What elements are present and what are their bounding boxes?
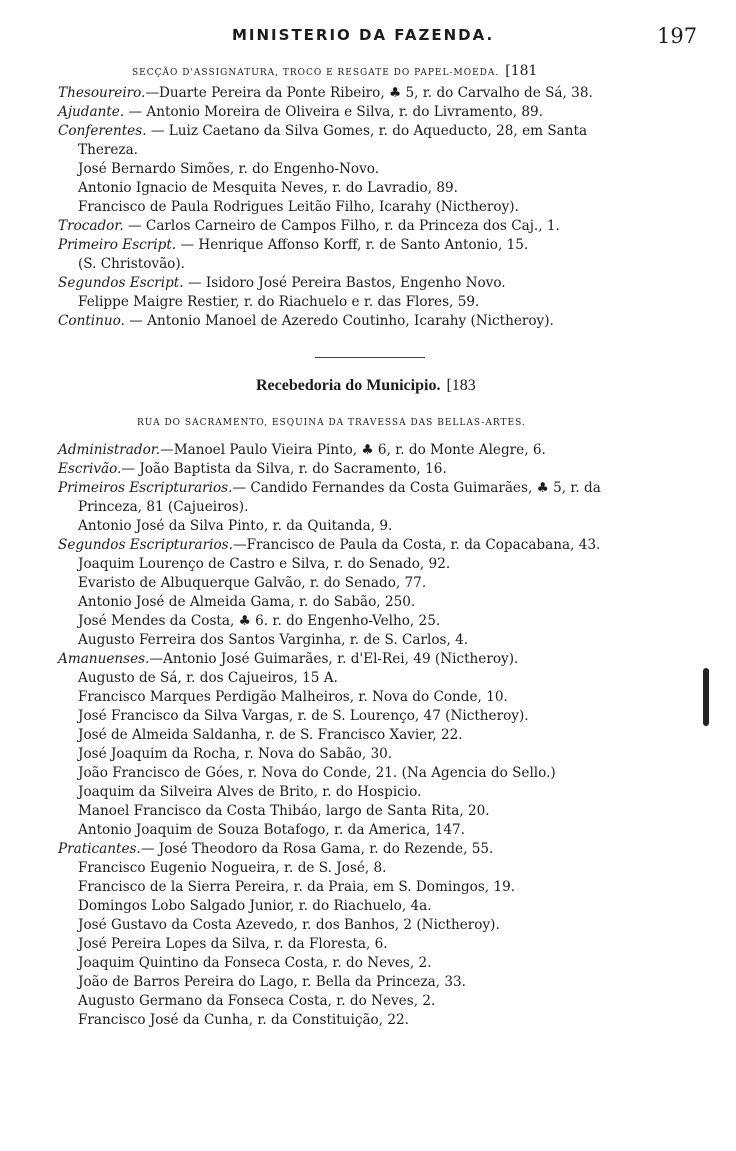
entry-line <box>58 973 684 992</box>
entry-line <box>58 103 684 122</box>
entry-line <box>58 312 684 331</box>
entry-line <box>58 293 684 312</box>
entry-line <box>58 160 684 179</box>
entry-role: Administrador. <box>58 442 161 458</box>
entry-line <box>58 783 684 802</box>
entry-line <box>58 441 684 460</box>
entry-text: Manoel Francisco da Costa Thibáo, largo de Santa Rita, 20. <box>78 803 490 819</box>
entry-line <box>58 992 684 1011</box>
entry-text: — José Theodoro da Rosa Gama, r. do Rezende, 55. <box>140 841 494 857</box>
entry-text: José Joaquim da Rocha, r. Nova do Sabão, 30. <box>78 746 393 762</box>
entry-line <box>58 460 684 479</box>
entry-text: Antonio Ignacio de Mesquita Neves, r. do Lavradio, 89. <box>78 180 458 196</box>
entry-line <box>58 517 684 536</box>
entry-text: —Antonio José Guimarães, r. d'El-Rei, 49 (Nictheroy). <box>149 651 519 667</box>
entry-line <box>58 859 684 878</box>
entry-line <box>58 688 684 707</box>
entry-text: — Candido Fernandes da Costa Guimarães, ♣ 5, r. da <box>232 480 601 496</box>
entry-role: Escrivão. <box>58 461 122 477</box>
entry-text: Augusto Germano da Fonseca Costa, r. do Neves, 2. <box>78 993 436 1009</box>
entry-text: Thereza. <box>78 142 138 158</box>
entry-text: — Henrique Affonso Korff, r. de Santo Antonio, 15. <box>176 237 529 253</box>
entry-role: Primeiros Escripturarios. <box>58 480 233 496</box>
entry-text: José Francisco da Silva Vargas, r. de S. Lourenço, 47 (Nictheroy). <box>78 708 529 724</box>
entry-line <box>58 745 684 764</box>
entry-text: Francisco de la Sierra Pereira, r. da Praia, em S. Domingos, 19. <box>78 879 516 895</box>
entry-text: Francisco Eugenio Nogueira, r. de S. José, 8. <box>78 860 387 876</box>
section1-entries <box>58 84 684 331</box>
page-header: MINISTERIO DA FAZENDA. <box>232 26 495 44</box>
entry-role: Praticantes. <box>58 841 141 857</box>
entry-role: Primeiro Escript. <box>58 237 177 253</box>
entry-line <box>58 707 684 726</box>
entry-line <box>58 179 684 198</box>
entry-text: Antonio José de Almeida Gama, r. do Sabão, 250. <box>78 594 416 610</box>
entry-line <box>58 217 684 236</box>
entry-text: — Antonio Manoel de Azeredo Coutinho, Icarahy (Nictheroy). <box>124 313 554 329</box>
entry-role: Ajudante. <box>58 104 125 120</box>
subheading-text: SECÇÃO D'ASSIGNATURA, TROCO E RESGATE DO PAPEL-MOEDA. <box>132 68 500 78</box>
entry-line <box>58 198 684 217</box>
entry-role: Trocador. <box>58 218 124 234</box>
entry-text: Joaquim Lourenço de Castro e Silva, r. do Senado, 92. <box>78 556 451 572</box>
section-title <box>256 377 476 395</box>
entry-role: Continuo. <box>58 313 125 329</box>
margin-mark <box>703 668 709 726</box>
entry-line <box>58 878 684 897</box>
entry-text: João de Barros Pereira do Lago, r. Bella da Princeza, 33. <box>78 974 467 990</box>
entry-text: José Mendes da Costa, ♣ 6. r. do Engenho-Velho, 25. <box>78 613 441 629</box>
entry-line <box>58 593 684 612</box>
page-number: 197 <box>657 24 698 48</box>
entry-role: Amanuenses. <box>58 651 150 667</box>
entry-line <box>58 255 684 274</box>
entry-text: Felippe Maigre Restier, r. do Riachuelo e r. das Flores, 59. <box>78 294 480 310</box>
entry-text: Francisco Marques Perdigão Malheiros, r. Nova do Conde, 10. <box>78 689 508 705</box>
entry-line <box>58 274 684 293</box>
section2-entries <box>58 441 684 1030</box>
entry-text: Augusto de Sá, r. dos Cajueiros, 15 A. <box>78 670 338 686</box>
entry-text: José Pereira Lopes da Silva, r. da Floresta, 6. <box>78 936 388 952</box>
entry-text: Antonio Joaquim de Souza Botafogo, r. da America, 147. <box>78 822 465 838</box>
entry-line <box>58 122 684 141</box>
entry-line <box>58 612 684 631</box>
entry-text: Joaquim Quintino da Fonseca Costa, r. do Neves, 2. <box>78 955 432 971</box>
entry-role: Segundos Escripturarios. <box>58 537 233 553</box>
entry-line <box>58 479 684 498</box>
entry-line <box>58 840 684 859</box>
section-title-ref: [183 <box>446 377 476 394</box>
entry-text: José de Almeida Saldanha, r. de S. Francisco Xavier, 22. <box>78 727 463 743</box>
entry-role: Conferentes. <box>58 123 147 139</box>
entry-line <box>58 802 684 821</box>
entry-text: — João Baptista da Silva, r. do Sacramento, 16. <box>121 461 447 477</box>
entry-text: Princeza, 81 (Cajueiros). <box>78 499 249 515</box>
entry-text: Evaristo de Albuquerque Galvão, r. do Senado, 77. <box>78 575 427 591</box>
entry-line <box>58 916 684 935</box>
entry-role: Thesoureiro. <box>58 85 146 101</box>
entry-text: Domingos Lobo Salgado Junior, r. do Riachuelo, 4a. <box>78 898 432 914</box>
entry-text: Francisco José da Cunha, r. da Constituição, 22. <box>78 1012 409 1028</box>
entry-line <box>58 574 684 593</box>
entry-text: —Manoel Paulo Vieira Pinto, ♣ 6, r. do Monte Alegre, 6. <box>160 442 546 458</box>
entry-line <box>58 650 684 669</box>
entry-line <box>58 141 684 160</box>
entry-text: José Gustavo da Costa Azevedo, r. dos Banhos, 2 (Nictheroy). <box>78 917 500 933</box>
entry-line <box>58 897 684 916</box>
entry-line <box>58 726 684 745</box>
entry-line <box>58 236 684 255</box>
entry-line <box>58 498 684 517</box>
section-address: RUA DO SACRAMENTO, ESQUINA DA TRAVESSA DAS BELLAS-ARTES. <box>137 418 526 428</box>
entry-line <box>58 555 684 574</box>
divider-rule <box>315 357 425 358</box>
entry-text: — Carlos Carneiro de Campos Filho, r. da Princeza dos Caj., 1. <box>123 218 560 234</box>
section-subheading <box>132 63 537 79</box>
entry-role: Segundos Escript. <box>58 275 184 291</box>
entry-line <box>58 1011 684 1030</box>
entry-text: — Antonio Moreira de Oliveira e Silva, r. do Livramento, 89. <box>124 104 543 120</box>
entry-text: Antonio José da Silva Pinto, r. da Quitanda, 9. <box>78 518 393 534</box>
entry-line <box>58 821 684 840</box>
subheading-ref: [181 <box>505 63 538 79</box>
entry-text: Augusto Ferreira dos Santos Varginha, r. de S. Carlos, 4. <box>78 632 469 648</box>
entry-text: José Bernardo Simões, r. do Engenho-Novo. <box>78 161 380 177</box>
entry-text: — Luiz Caetano da Silva Gomes, r. do Aqueducto, 28, em Santa <box>146 123 588 139</box>
entry-text: João Francisco de Góes, r. Nova do Conde, 21. (Na Agencia do Sello.) <box>78 765 556 781</box>
entry-text: —Francisco de Paula da Costa, r. da Copacabana, 43. <box>232 537 601 553</box>
entry-line <box>58 764 684 783</box>
entry-line <box>58 631 684 650</box>
entry-line <box>58 669 684 688</box>
entry-line <box>58 935 684 954</box>
entry-text: Joaquim da Silveira Alves de Brito, r. do Hospicio. <box>78 784 422 800</box>
entry-text: Francisco de Paula Rodrigues Leitão Filho, Icarahy (Nictheroy). <box>78 199 519 215</box>
section-title-text: Recebedoria do Municipio. <box>256 377 441 394</box>
entry-line <box>58 954 684 973</box>
entry-text: — Isidoro José Pereira Bastos, Engenho Novo. <box>183 275 506 291</box>
entry-text: (S. Christovão). <box>78 256 185 272</box>
entry-text: —Duarte Pereira da Ponte Ribeiro, ♣ 5, r. do Carvalho de Sá, 38. <box>145 85 593 101</box>
entry-line <box>58 84 684 103</box>
entry-line <box>58 536 684 555</box>
